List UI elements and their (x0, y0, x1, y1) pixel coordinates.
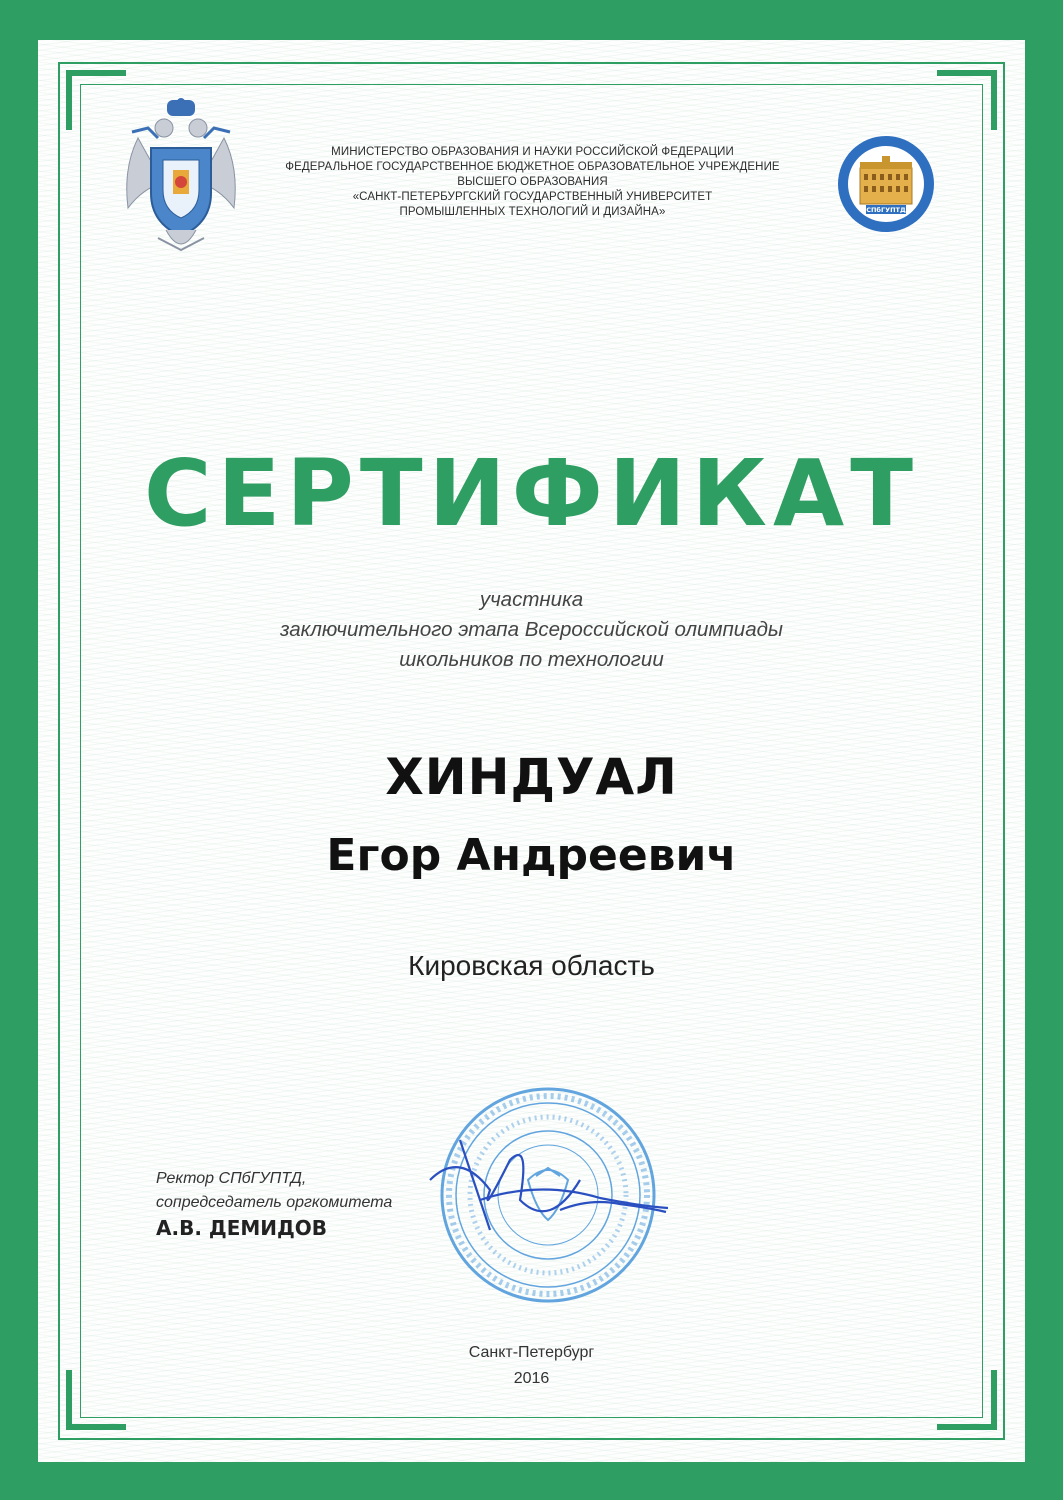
recipient-given-names: Егор Андреевич (326, 830, 737, 881)
subtitle-line: школьников по технологии (399, 648, 664, 671)
recipient-surname: ХИНДУАЛ (385, 748, 678, 806)
certificate-title: СЕРТИФИКАТ (144, 440, 919, 547)
issue-place-date (0, 1340, 1063, 1392)
official-round-stamp-icon (420, 1080, 680, 1310)
subtitle-line: заключительного этапа Всероссийской олимпиады (279, 618, 784, 641)
issue-city: Санкт-Петербург (468, 1344, 595, 1361)
ministry-line: «САНКТ-ПЕТЕРБУРГСКИЙ ГОСУДАРСТВЕННЫЙ УНИВЕРСИТЕТ (352, 191, 713, 203)
recipient-region: Кировская область (408, 950, 655, 981)
corner-ornament-top-left (66, 70, 126, 130)
signatory-role (156, 1167, 456, 1215)
subtitle-line: участника (479, 588, 584, 611)
signatory-name: А.В. ДЕМИДОВ (156, 1216, 328, 1240)
ministry-line: ФЕДЕРАЛЬНОЕ ГОСУДАРСТВЕННОЕ БЮДЖЕТНОЕ ОБРАЗОВАТЕЛЬНОЕ УЧРЕЖДЕНИЕ (285, 161, 780, 173)
spbgutd-university-logo-icon (836, 134, 936, 234)
ministry-line: ВЫСШЕГО ОБРАЗОВАНИЯ (457, 176, 608, 188)
double-headed-eagle-emblem-icon (118, 98, 244, 260)
logo-text: СПбГУПТД (866, 206, 906, 214)
signatory-role-line: сопредседатель оргкомитета (156, 1194, 393, 1211)
issue-year: 2016 (513, 1370, 550, 1387)
signatory-role-line: Ректор СПбГУПТД, (156, 1170, 307, 1187)
ministry-header (260, 145, 805, 220)
ministry-line: МИНИСТЕРСТВО ОБРАЗОВАНИЯ И НАУКИ РОССИЙСКОЙ ФЕДЕРАЦИИ (331, 146, 734, 158)
ministry-line: ПРОМЫШЛЕННЫХ ТЕХНОЛОГИЙ И ДИЗАЙНА» (399, 206, 666, 218)
certificate-subtitle (0, 585, 1063, 675)
corner-ornament-top-right (937, 70, 997, 130)
